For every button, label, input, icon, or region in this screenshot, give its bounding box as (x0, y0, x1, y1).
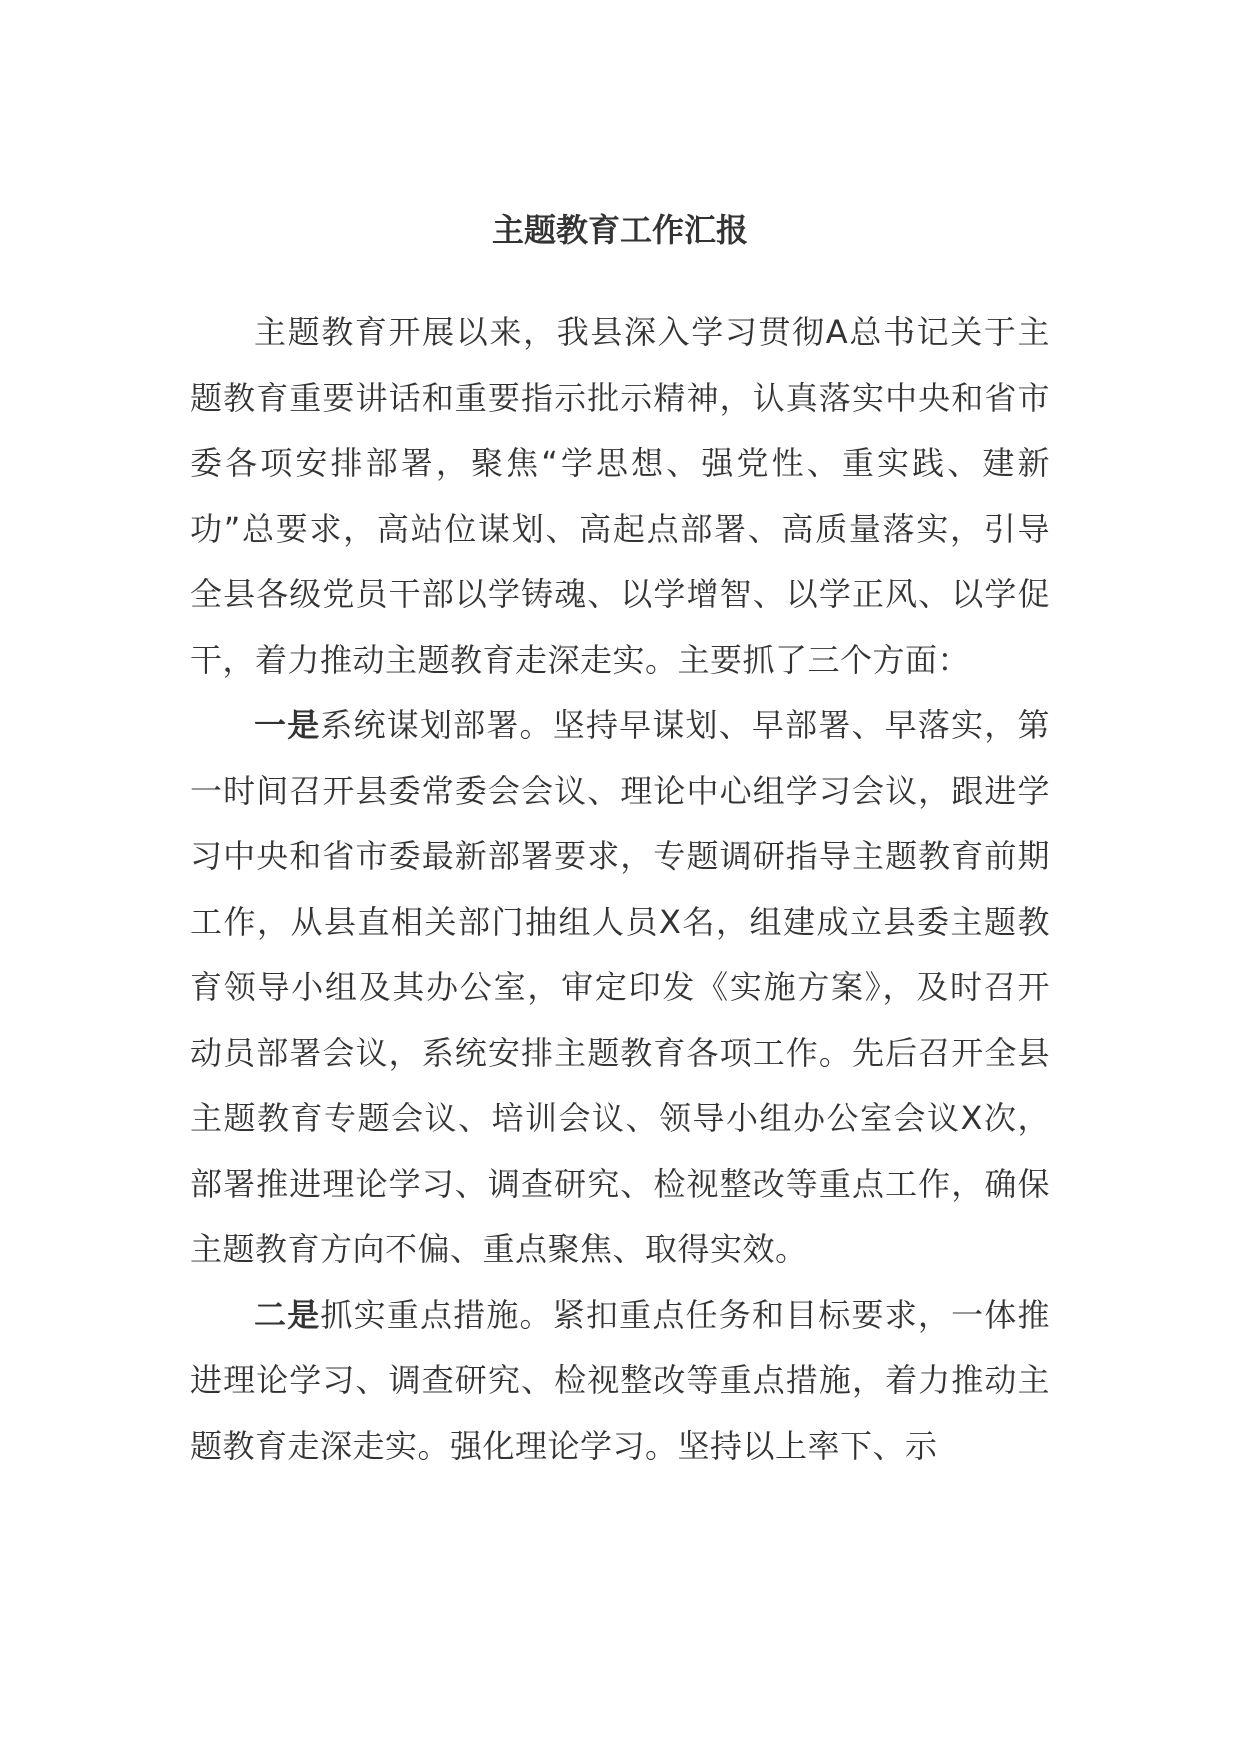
paragraph-text: 系统谋划部署。坚持早谋划、早部署、早落实，第一时间召开县委常委会会议、理论中心组学习会议，跟进学习中央和省市委最新部署要求，专题调研指导主题教育前期工作，从县直相关部门抽组人员X名，组建成立县委主题教育领导小组及其办公室，审定印发《实施方案》，及时召开动员部署会议，系统安排主题教育各项工作。先后召开全县主题教育专题会议、培训会议、领导小组办公室会议X次，部署推进理论学习、调查研究、检视整改等重点工作，确保主题教育方向不偏、重点聚焦、取得实效。 (190, 706, 1050, 1268)
document-title: 主题教育工作汇报 (491, 211, 748, 249)
document-body (190, 300, 1050, 1479)
paragraph-lead: 一是 (254, 706, 321, 744)
paragraph-text: 主题教育开展以来，我县深入学习贯彻A总书记关于主题教育重要讲话和重要指示批示精神，认真落实中央和省市委各项安排部署，聚焦“学思想、强党性、重实践、建新功”总要求，高站位谋划、高起点部署、高质量落实，引导全县各级党员干部以学铸魂、以学增智、以学正风、以学促干，着力推动主题教育走深走实。主要抓了三个方面： (190, 313, 1050, 679)
paragraph-text: 抓实重点措施。紧扣重点任务和目标要求，一体推进理论学习、调查研究、检视整改等重点措施，着力推动主题教育走深走实。强化理论学习。坚持以上率下、示 (190, 1295, 1050, 1465)
paragraph-second-point (190, 1283, 1050, 1480)
paragraph-lead: 二是 (254, 1295, 321, 1334)
paragraph-first-point (190, 693, 1050, 1283)
paragraph-intro (190, 300, 1050, 693)
